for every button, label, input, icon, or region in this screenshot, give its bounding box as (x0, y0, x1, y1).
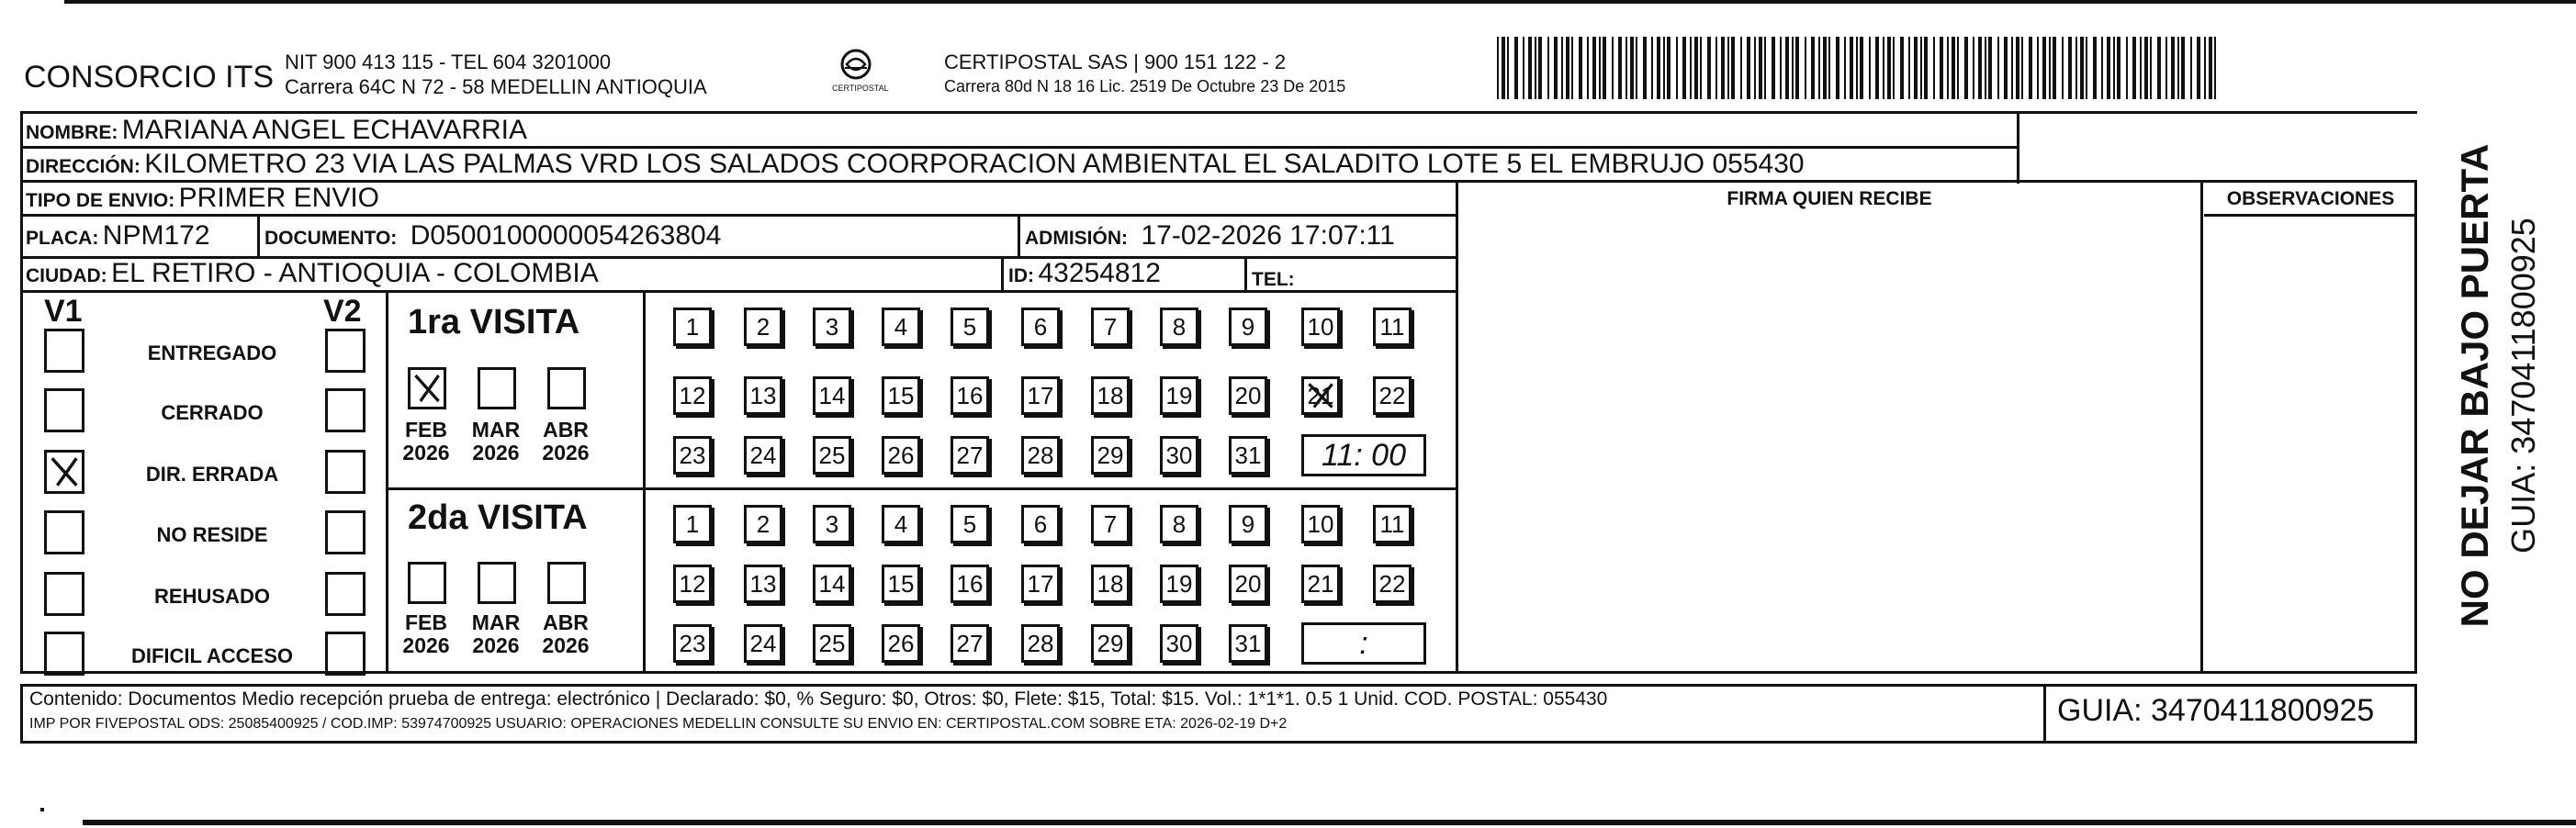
month-year: 2026 (472, 441, 520, 465)
day-box[interactable]: 19 (1160, 376, 1198, 415)
day-box[interactable]: 1 (673, 308, 712, 346)
v2-checkbox[interactable] (325, 510, 366, 554)
placa-row (26, 222, 210, 250)
barcode (1497, 37, 2222, 99)
placa-label: PLACA: (26, 228, 99, 249)
month-name: FEB (405, 610, 447, 634)
month-name: MAR (471, 610, 521, 634)
day-box[interactable] (1301, 376, 1340, 415)
day-box[interactable]: 24 (744, 624, 782, 663)
company-nit: NIT 900 413 115 - TEL 604 3201000 (285, 50, 612, 73)
day-box[interactable]: 21 (1301, 565, 1340, 603)
visits-left-divider (386, 290, 388, 674)
first-visit-title: 1ra VISITA (408, 303, 580, 341)
month-label (399, 611, 454, 658)
guia-side: GUIA: 3470411800925 (2504, 218, 2542, 554)
day-box[interactable]: 29 (1091, 624, 1130, 663)
admision-label: ADMISIÓN: (1025, 228, 1128, 249)
month-name: MAR (471, 418, 521, 442)
direccion-label: DIRECCIÓN: (26, 156, 141, 177)
v1-checkbox[interactable] (44, 329, 84, 373)
placa-value: NPM172 (102, 220, 210, 251)
day-box[interactable]: 7 (1091, 308, 1130, 346)
day-box[interactable]: 10 (1301, 308, 1340, 346)
frame-top (20, 111, 2417, 114)
month-checkbox[interactable] (478, 367, 516, 409)
ciudad-value: EL RETIRO - ANTIOQUIA - COLOMBIA (111, 258, 599, 288)
day-box[interactable]: 23 (673, 436, 712, 475)
day-box[interactable]: 28 (1021, 624, 1060, 663)
nombre-row (26, 117, 527, 144)
status-label: ENTREGADO (147, 341, 277, 364)
obs-header-line (2204, 214, 2417, 217)
month-label (538, 611, 593, 658)
top-rule (64, 0, 2576, 4)
second-visit-title: 2da VISITA (408, 498, 588, 537)
documento-row (264, 222, 721, 250)
day-box[interactable]: 15 (882, 565, 920, 603)
v1-label: V1 (44, 294, 83, 329)
day-box[interactable]: 12 (673, 565, 712, 603)
day-box[interactable]: 6 (1021, 505, 1060, 543)
footer-top (20, 684, 2417, 687)
company-name: CONSORCIO ITS (24, 60, 275, 95)
day-box[interactable]: 8 (1160, 505, 1198, 543)
day-box[interactable]: 29 (1091, 436, 1130, 475)
status-label: NO RESIDE (156, 523, 268, 546)
day-box[interactable]: 15 (882, 376, 920, 415)
month-label (468, 611, 523, 658)
footer-bottom (20, 741, 2417, 744)
status-label: CERRADO (161, 401, 264, 424)
day-box[interactable]: 17 (1021, 565, 1060, 603)
month-year: 2026 (402, 441, 450, 465)
day-box[interactable]: 16 (951, 376, 989, 415)
day-box[interactable]: 30 (1160, 624, 1198, 663)
imp-text: IMP POR FIVEPOSTAL ODS: 25085400925 / COD.IMP: 53974700925 USUARIO: OPERACIONES MEDELLIN CONSULTE SU ENVIO EN: CERTIPOSTAL.COM SOBRE ETA: 2026-02-19 D+2 (29, 716, 1288, 732)
footer-right (2414, 684, 2417, 744)
month-year: 2026 (542, 441, 590, 465)
visits-row-divider (386, 487, 1458, 490)
day-box[interactable]: 10 (1301, 505, 1340, 543)
day-box[interactable]: 4 (882, 308, 920, 346)
firma-divider (1456, 180, 1458, 674)
v2-checkbox[interactable] (325, 388, 366, 432)
month-checkbox[interactable] (408, 367, 446, 409)
hour-field[interactable]: 11: 00 (1301, 434, 1426, 476)
admision-value: 17-02-2026 17:07:11 (1141, 220, 1395, 251)
day-box[interactable]: 9 (1229, 308, 1267, 346)
day-box[interactable]: 26 (882, 436, 920, 475)
v1-checkbox[interactable] (44, 572, 84, 616)
day-box[interactable]: 26 (882, 624, 920, 663)
tipo-label: TIPO DE ENVIO: (26, 190, 175, 211)
status-label: REHUSADO (154, 585, 270, 608)
documento-value: D0500100000054263804 (410, 220, 722, 251)
id-row (1008, 260, 1161, 287)
day-box[interactable]: 5 (951, 308, 989, 346)
frame-bottom (20, 671, 2417, 674)
contenido-text: Contenido: Documentos Medio recepción prueba de entrega: electrónico | Declarado: $0, % Seguro: $0, Otros: $0, Flete: $15, Total: $15. Vol.: 1*1*1. 0.5 1 Unid. COD. POSTAL: 055430 (29, 688, 1608, 710)
id-label: ID: (1008, 265, 1034, 286)
day-box[interactable]: 18 (1091, 376, 1130, 415)
row-line-5 (20, 290, 1458, 293)
month-year: 2026 (402, 633, 450, 658)
id-divider (1001, 256, 1004, 290)
v2-checkbox[interactable] (325, 632, 366, 676)
admision-row (1025, 222, 1395, 250)
day-box[interactable]: 13 (744, 565, 782, 603)
day-box[interactable]: 31 (1229, 436, 1267, 475)
admision-divider (1018, 214, 1020, 256)
v1-checkbox[interactable] (44, 632, 84, 676)
day-box[interactable]: 27 (951, 624, 989, 663)
day-box[interactable]: 14 (813, 376, 851, 415)
frame-left (20, 111, 23, 674)
day-box[interactable]: 23 (673, 624, 712, 663)
direccion-row (26, 151, 1805, 178)
placa-divider (257, 214, 260, 256)
guia-footer: GUIA: 3470411800925 (2057, 693, 2375, 728)
month-checkbox[interactable] (547, 367, 586, 409)
month-label (538, 419, 593, 465)
tel-divider (1244, 256, 1247, 290)
day-box[interactable]: 1 (673, 505, 712, 543)
row-line-2 (20, 180, 2417, 183)
tel-row (1252, 263, 1295, 291)
certipostal-logo (827, 48, 889, 103)
day-box[interactable]: 13 (744, 376, 782, 415)
month-label (399, 419, 454, 465)
day-box[interactable]: 2 (744, 505, 782, 543)
courier-address: Carrera 80d N 18 16 Lic. 2519 De Octubre 23 De 2015 (944, 77, 1346, 95)
footer-divider (2043, 684, 2046, 744)
day-box[interactable]: 14 (813, 565, 851, 603)
day-box[interactable]: 24 (744, 436, 782, 475)
footer-left (20, 684, 23, 744)
day-box[interactable]: 9 (1229, 505, 1267, 543)
v1-checkbox[interactable] (44, 510, 84, 554)
day-box[interactable]: 30 (1160, 436, 1198, 475)
observaciones-header: OBSERVACIONES (2226, 188, 2395, 209)
courier-name: CERTIPOSTAL SAS | 900 151 122 - 2 (944, 50, 1287, 73)
day-box[interactable]: 4 (882, 505, 920, 543)
tel-label: TEL: (1252, 269, 1295, 290)
month-year: 2026 (472, 633, 520, 658)
day-box[interactable]: 6 (1021, 308, 1060, 346)
v1-checkbox[interactable] (44, 388, 84, 432)
company-address: Carrera 64C N 72 - 58 MEDELLIN ANTIOQUIA (285, 75, 707, 98)
day-box[interactable]: 2 (744, 308, 782, 346)
day-box[interactable]: 8 (1160, 308, 1198, 346)
ciudad-row (26, 260, 599, 287)
day-box[interactable]: 11 (1373, 505, 1412, 543)
day-box[interactable]: 12 (673, 376, 712, 415)
logo-text: CERTIPOSTAL (832, 84, 889, 93)
no-dejar-bajo-puerta: NO DEJAR BAJO PUERTA (2453, 143, 2496, 628)
day-box[interactable]: 31 (1229, 624, 1267, 663)
day-box[interactable]: 22 (1373, 376, 1412, 415)
day-box[interactable]: 3 (813, 505, 851, 543)
obs-divider (2200, 180, 2203, 674)
frame-right (2414, 180, 2417, 674)
visits-mid-divider (643, 290, 646, 674)
v2-checkbox[interactable] (325, 329, 366, 373)
firma-header: FIRMA QUIEN RECIBE (1727, 188, 1932, 209)
day-box[interactable]: 20 (1229, 376, 1267, 415)
day-box[interactable]: 22 (1373, 565, 1412, 603)
ciudad-label: CIUDAD: (26, 265, 107, 286)
documento-label: DOCUMENTO: (264, 228, 398, 249)
day-box[interactable]: 18 (1091, 565, 1130, 603)
bottom-rule (83, 820, 2576, 825)
day-box[interactable]: 20 (1229, 565, 1267, 603)
day-number: 21 (1307, 381, 1334, 409)
v1-checkbox[interactable] (44, 450, 84, 494)
nombre-value: MARIANA ANGEL ECHAVARRIA (121, 115, 528, 145)
nombre-label: NOMBRE: (26, 122, 118, 143)
day-box[interactable]: 16 (951, 565, 989, 603)
tipo-row (26, 185, 379, 212)
day-box[interactable]: 25 (813, 624, 851, 663)
day-box[interactable]: 17 (1021, 376, 1060, 415)
month-name: FEB (405, 418, 447, 442)
day-box[interactable]: 19 (1160, 565, 1198, 603)
day-box[interactable]: 11 (1373, 308, 1412, 346)
id-value: 43254812 (1038, 258, 1161, 288)
bottom-dot (40, 808, 44, 811)
status-label: DIFICIL ACCESO (130, 644, 293, 667)
month-checkbox[interactable] (408, 562, 446, 604)
v2-checkbox[interactable] (325, 450, 366, 494)
day-box[interactable]: 27 (951, 436, 989, 475)
day-box[interactable]: 28 (1021, 436, 1060, 475)
tipo-value: PRIMER ENVIO (178, 183, 380, 213)
month-checkbox[interactable] (547, 562, 586, 604)
day-box[interactable]: 3 (813, 308, 851, 346)
status-label: DIR. ERRADA (145, 463, 279, 486)
v2-label: V2 (323, 294, 362, 329)
row-line-3 (20, 214, 1458, 217)
hour-field[interactable]: : (1301, 622, 1426, 665)
day-box[interactable]: 25 (813, 436, 851, 475)
month-checkbox[interactable] (478, 562, 516, 604)
month-year: 2026 (542, 633, 590, 658)
month-label (468, 419, 523, 465)
month-name: ABR (543, 610, 589, 634)
direccion-value: KILOMETRO 23 VIA LAS PALMAS VRD LOS SALADOS COORPORACION AMBIENTAL EL SALADITO LOTE 5 EL EMBRUJO 055430 (144, 149, 1805, 179)
month-name: ABR (543, 418, 589, 442)
v2-checkbox[interactable] (325, 572, 366, 616)
day-box[interactable]: 5 (951, 505, 989, 543)
day-box[interactable]: 7 (1091, 505, 1130, 543)
